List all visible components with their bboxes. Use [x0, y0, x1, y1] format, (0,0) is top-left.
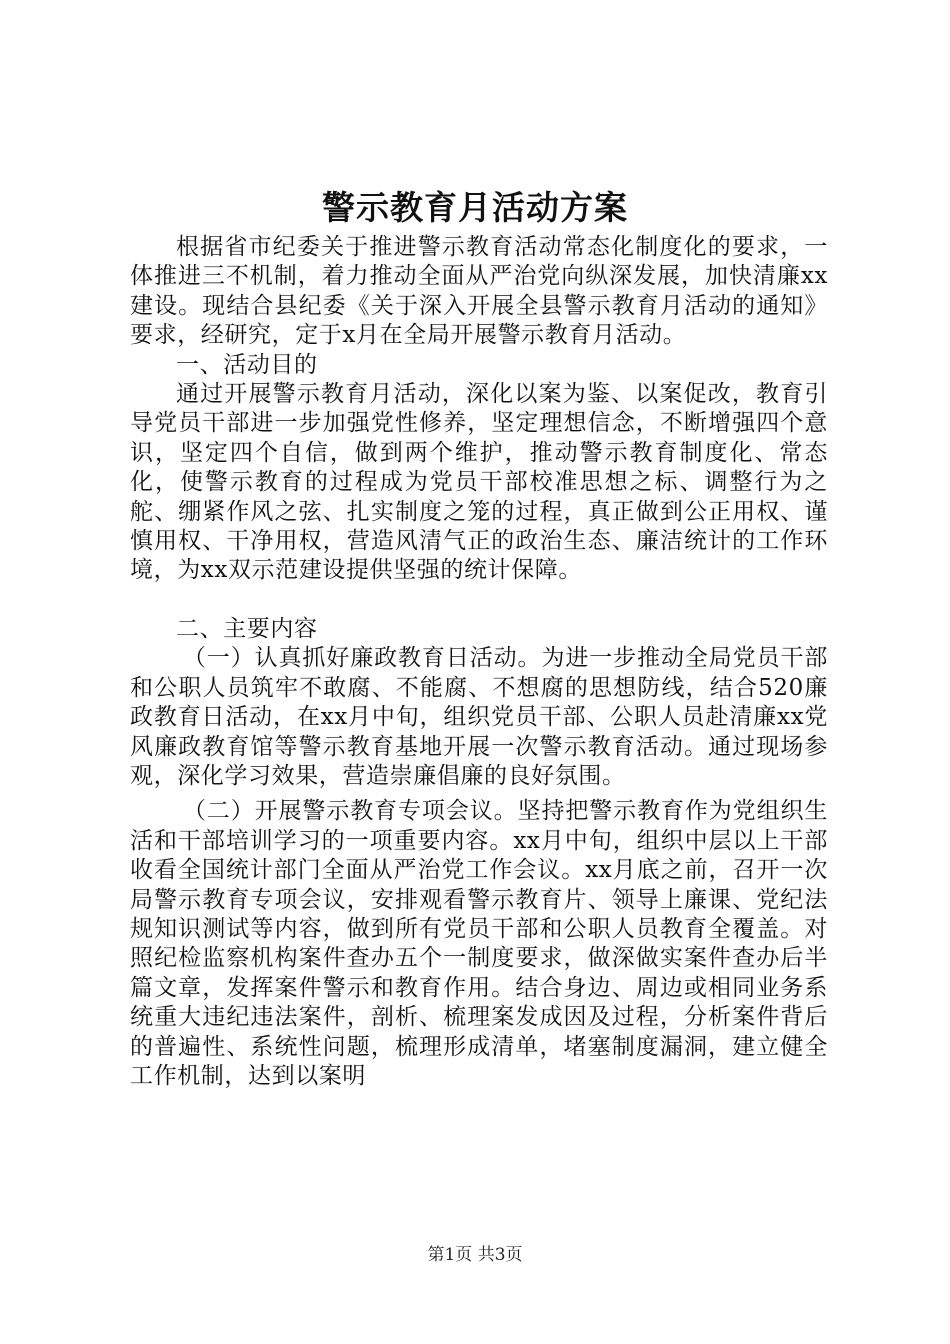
page-number-footer: 第1页 共3页 [427, 1245, 523, 1265]
content-item-1-paragraph: （一）认真抓好廉政教育日活动。为进一步推动全局党员干部和公职人员筑牢不敢腐、不能腐、不想腐的思想防线，结合520廉政教育日活动，在xx月中旬，组织党员干部、公职人员赴清廉xx党风廉政教育馆等警示教育基地开展一次警示教育活动。通过现场参观，深化学习效果，营造崇廉倡廉的良好氛围。 [130, 645, 828, 789]
section-heading-content: 二、主要内容 [176, 615, 318, 642]
document-title: 警示教育月活动方案 [322, 188, 628, 227]
purpose-paragraph: 通过开展警示教育月活动，深化以案为鉴、以案促改，教育引导党员干部进一步加强党性修养，坚定理想信念，不断增强四个意识，坚定四个自信，做到两个维护，推动警示教育制度化、常态化，使警示教育的过程成为党员干部校准思想之标、调整行为之舵、绷紧作风之弦、扎实制度之笼的过程，真正做到公正用权、谨慎用权、干净用权，营造风清气正的政治生态、廉洁统计的工作环境，为xx双示范建设提供坚强的统计保障。 [130, 381, 828, 584]
intro-paragraph: 根据省市纪委关于推进警示教育活动常态化制度化的要求，一体推进三不机制，着力推动全面从严治党向纵深发展，加快清廉xx建设。现结合县纪委《关于深入开展全县警示教育月活动的通知》要求，经研究，定于x月在全局开展警示教育月活动。 [130, 234, 828, 349]
content-item-2-paragraph: （二）开展警示教育专项会议。坚持把警示教育作为党组织生活和干部培训学习的一项重要内容。xx月中旬，组织中层以上干部收看全国统计部门全面从严治党工作会议。xx月底之前，召开一次局警示教育专项会议，安排观看警示教育片、领导上廉课、党纪法规知识测试等内容，做到所有党员干部和公职人员教育全覆盖。对照纪检监察机构案件查办五个一制度要求，做深做实案件查办后半篇文章，发挥案件警示和教育作用。结合身边、周边或相同业务系统重大违纪违法案件，剖析、梳理案发成因及过程，分析案件背后的普遍性、系统性问题，梳理形成清单，堵塞制度漏洞，建立健全工作机制，达到以案明 [130, 798, 828, 1089]
document-body [130, 233, 828, 1091]
section-heading-purpose: 一、活动目的 [176, 351, 318, 378]
